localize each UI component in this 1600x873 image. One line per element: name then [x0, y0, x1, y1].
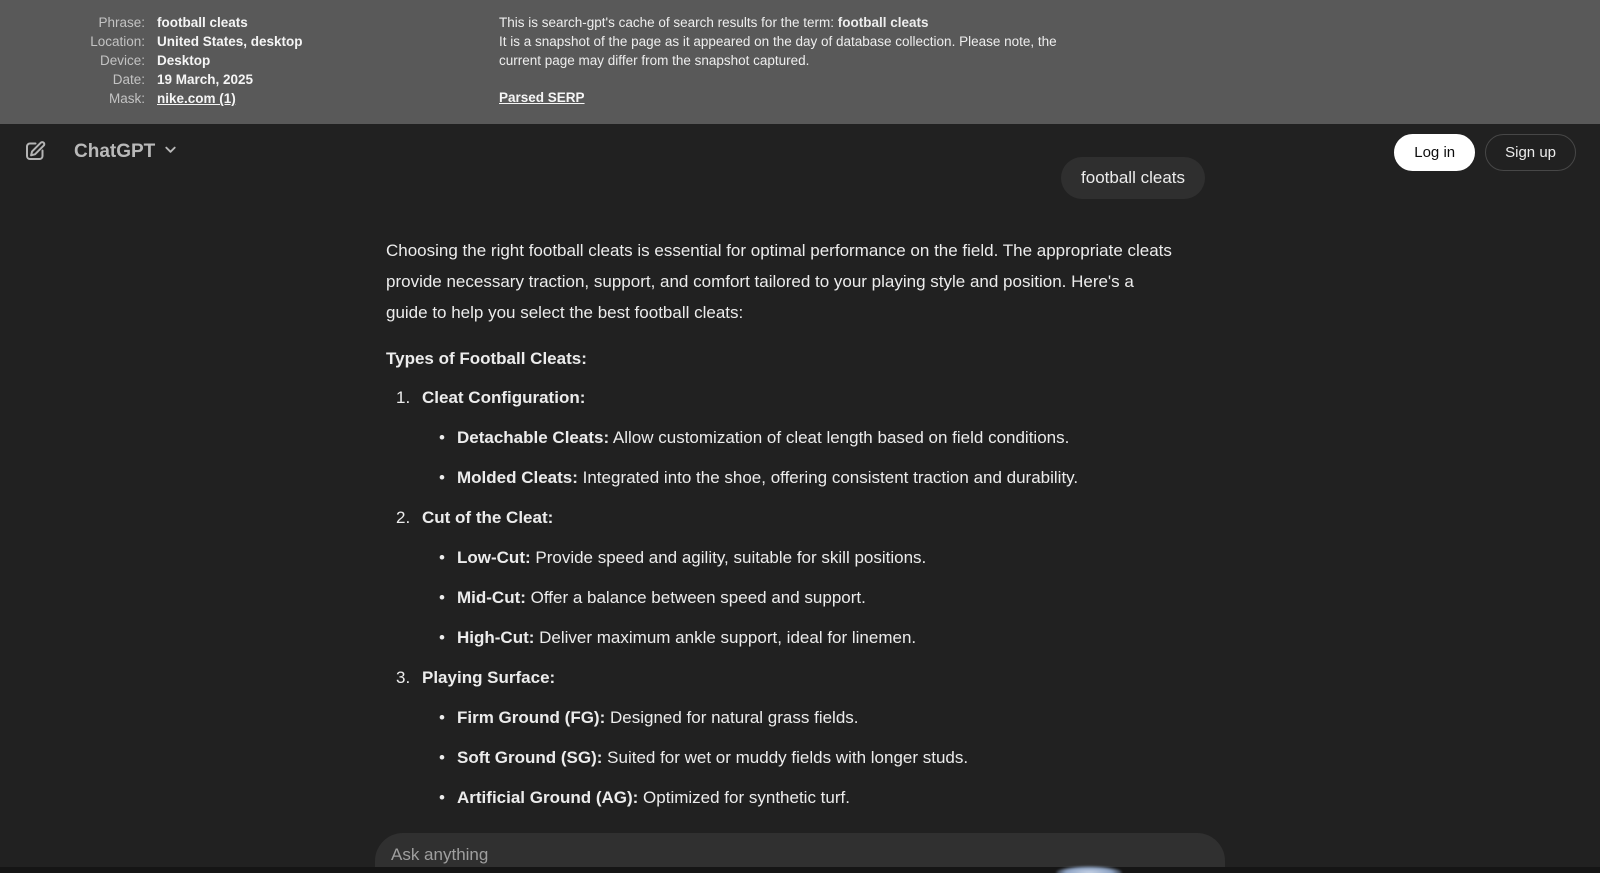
pencil-square-icon: [23, 139, 47, 166]
bullet-text: Deliver maximum ankle support, ideal for linemen.: [534, 628, 917, 647]
bullet-term: High-Cut:: [457, 628, 535, 647]
cache-banner: [0, 0, 1600, 124]
meta-row-device: [0, 51, 499, 70]
bullet-list: [386, 702, 1178, 813]
list-item-title: Cleat Configuration:: [422, 388, 586, 407]
bullet-item: [386, 742, 1178, 773]
list-number: 1.: [396, 388, 411, 407]
meta-row-date: [0, 70, 499, 89]
bullet-item: [386, 582, 1178, 613]
bullet-text: Integrated into the shoe, offering consistent traction and durability.: [577, 468, 1079, 487]
model-switcher[interactable]: [74, 141, 178, 163]
partial-blue-element: [1056, 866, 1122, 873]
list-item-head: [386, 502, 1178, 533]
mask-link[interactable]: nike.com (1): [157, 91, 236, 106]
bullet-item: [386, 462, 1178, 493]
list-number: 2.: [396, 508, 411, 527]
cache-meta: [0, 13, 499, 124]
bullet-term: Soft Ground (SG):: [457, 748, 603, 767]
parsed-serp-link[interactable]: Parsed SERP: [499, 90, 585, 105]
meta-label: Device:: [99, 53, 145, 68]
bullet-list: [386, 542, 1178, 653]
list-item: [386, 502, 1178, 653]
list-item-title: Cut of the Cleat:: [422, 508, 554, 527]
meta-label: Location:: [90, 34, 145, 49]
header-left: [16, 133, 178, 171]
cleat-types-list: [386, 382, 1178, 813]
bottom-cutoff-band: [0, 867, 1600, 873]
description-prefix: This is search-gpt's cache of search results for the term:: [499, 15, 838, 30]
bullet-text: Suited for wet or muddy fields with longer studs.: [602, 748, 969, 767]
bullet-text: Optimized for synthetic turf.: [638, 788, 850, 807]
user-message-bubble: football cleats: [1061, 157, 1205, 199]
bullet-item: [386, 542, 1178, 573]
app-title: ChatGPT: [74, 141, 156, 162]
cache-description: [499, 13, 1099, 124]
new-chat-button[interactable]: [16, 133, 54, 171]
bullet-term: Artificial Ground (AG):: [457, 788, 639, 807]
cache-description-line1: [499, 13, 1099, 32]
list-item-head: [386, 382, 1178, 413]
section-heading: Types of Football Cleats:: [386, 349, 587, 368]
bullet-term: Detachable Cleats:: [457, 428, 610, 447]
list-number: 3.: [396, 668, 411, 687]
header-right: [1394, 134, 1576, 171]
assistant-message: [386, 235, 1178, 822]
list-item: [386, 382, 1178, 493]
meta-row-phrase: [0, 13, 499, 32]
signup-button[interactable]: Sign up: [1485, 134, 1576, 171]
login-button[interactable]: Log in: [1394, 134, 1475, 171]
bullet-item: [386, 702, 1178, 733]
cache-description-note: It is a snapshot of the page as it appeared on the day of database collection. Please note, the current page may differ from the snapshot captured.: [499, 34, 1057, 68]
app-header: [0, 124, 1600, 180]
bullet-item: [386, 622, 1178, 653]
meta-row-location: [0, 32, 499, 51]
bullet-text: Provide speed and agility, suitable for skill positions.: [530, 548, 927, 567]
list-item-head: [386, 662, 1178, 693]
meta-label: Mask:: [108, 91, 145, 106]
meta-value-location: United States, desktop: [157, 34, 303, 49]
bullet-list: [386, 422, 1178, 493]
conversation: [386, 124, 1214, 822]
description-term: football cleats: [837, 15, 929, 30]
chatgpt-app: [0, 124, 1600, 873]
meta-label: Date:: [112, 72, 145, 87]
bullet-term: Low-Cut:: [457, 548, 531, 567]
list-item: [386, 662, 1178, 813]
list-item-title: Playing Surface:: [422, 668, 556, 687]
meta-label: Phrase:: [98, 15, 145, 30]
bullet-term: Molded Cleats:: [457, 468, 578, 487]
meta-value-phrase: football cleats: [157, 15, 248, 30]
meta-value-device: Desktop: [157, 53, 211, 68]
assistant-intro: Choosing the right football cleats is essential for optimal performance on the field. The appropriate cleats provide necessary traction, support, and comfort tailored to your playing style and position. Here's a guide to help you select the best football cleats:: [386, 241, 1172, 322]
bullet-item: [386, 782, 1178, 813]
composer-input[interactable]: [375, 833, 1225, 865]
bullet-text: Designed for natural grass fields.: [605, 708, 859, 727]
bullet-term: Firm Ground (FG):: [457, 708, 606, 727]
chevron-down-icon: [163, 141, 178, 163]
meta-value-date: 19 March, 2025: [157, 72, 254, 87]
bullet-term: Mid-Cut:: [457, 588, 526, 607]
bullet-text: Offer a balance between speed and support.: [525, 588, 866, 607]
meta-row-mask: [0, 89, 499, 108]
bullet-item: [386, 422, 1178, 453]
bullet-text: Allow customization of cleat length based on field conditions.: [609, 428, 1070, 447]
